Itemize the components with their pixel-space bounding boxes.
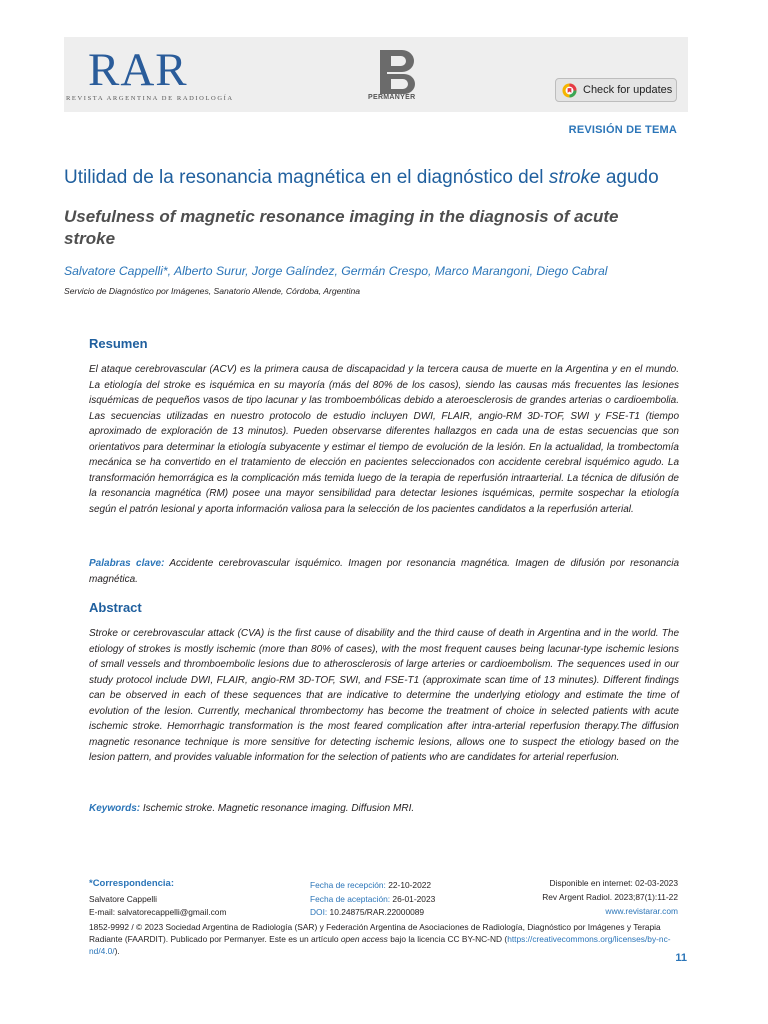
resumen-heading: Resumen [89,336,148,351]
palabras-clave-label: Palabras clave: [89,558,165,569]
page-number: 11 [675,952,687,964]
crossmark-icon [562,83,577,98]
keywords-label: Keywords: [89,803,141,814]
title-english: Usefulness of magnetic resonance imaging in the diagnosis of acute stroke [64,207,619,248]
palabras-clave: Palabras clave: Accidente cerebrovascular isquémico. Imagen por resonancia magnética. Imagen de difusión por resonancia magnética. [89,558,680,585]
citation: Rev Argent Radiol. 2023;87(1):11-22 [542,892,678,902]
resumen-text: El ataque cerebrovascular (ACV) es la primera causa de discapacidad y la tercera causa de muerte en la Argentina y en el mundo. La etiología del stroke es isquémica en su mayoría (más del 80% de los casos), siendo las causas más frecuentes las lesiones isquémicas de pequeños vasos de tipo lacunar y las tromboembólicas debido a ateroesclerosis de grandes arterias o cardioembolia. Las secuencias utilizadas en nuestro protocolo de estudio incluyen DWI, FLAIR, angio-RM 3D-TOF, SWI y FSE-T1 (tiempo aproximado de exploración de 13 minutos). Pueden observarse diferentes hallazgos en cada una de estas secuencias que son orientativos para determinar la etiología subyacente y estimar el tiempo de evolución de la lesión. En la actualidad, la trombectomía mecánica se ha convertido en el tratamiento de elección en pacientes seleccionados con accidente cerebral isquémico agudo. La transformación hemorrágica es la complicación más temida luego de la terapia de reperfusión intraarterial. La técnica de difusión de la resonancia magnética (RM) posee una mayor sensibilidad para detectar lesiones isquémicas, permite sospechar la etiología según el patrón lesional y aporta información valiosa para la selección de los pacientes candidatos a la reperfusión arterial. [89,364,679,515]
doi[interactable]: DOI: 10.24875/RAR.22000089 [310,907,425,917]
check-for-updates-label: Check for updates [583,84,673,96]
correspondence-title: *Correspondencia: [89,878,174,889]
available-online-date: Disponible en internet: 02-03-2023 [549,878,678,888]
authors: Salvatore Cappelli*, Alberto Surur, Jorge Galíndez, Germán Crespo, Marco Marangoni, Diego Cabral [64,264,608,278]
journal-logo: RAR [88,44,188,96]
section-tag: REVISIÓN DE TEMA [568,124,677,136]
keywords: Keywords: Ischemic stroke. Magnetic resonance imaging. Diffusion MRI. [89,803,415,814]
abstract-heading: Abstract [89,600,142,615]
license-link[interactable]: https://creativecommons.org/licenses/by-nc-nd/4.0/ [89,934,671,956]
license-text: 1852-9992 / © 2023 Sociedad Argentina de Radiología (SAR) y Federación Argentina de Asociaciones de Radiología, Diagnóstico por Imágenes y Terapia Radiante (FAARDIT). Publicado por Permanyer. Este es un artículo open access bajo la licencia CC BY-NC-ND (https://creativecommons.org/licenses/by-nc-nd/4.0/). [89,922,671,956]
website-link[interactable]: www.revistarar.com [605,906,678,916]
abstract-text: Stroke or cerebrovascular attack (CVA) is the first cause of disability and the third cause of death in Argentina and in the world. The etiology of strokes is mostly ischemic (more than 80% of cases), with the most frequent causes being lacunar-type ischemic lesions of small vessels and thromboembolic lesions due to atherosclerosis of large arteries or cardioembolism. The sequences used in our study protocol include DWI, FLAIR, angio-RM 3D-TOF, SWI, and FSE-T1 (approximate scan time of 13 minutes). Different findings can be observed in each of these sequences that are indicative to determine the underlying etiology and estimate the time of evolution of the lesion. Currently, mechanical thrombectomy has become the treatment of choice in selected patients with acute ischemic stroke. Hemorrhagic transformation is the most feared complication after intra-arterial reperfusion therapy.The diffusion magnetic resonance technique is more sensitive for detecting ischemic lesions, allows one to suspect the etiology based on the lesion pattern, and provides valuable information for the selection of patients who are candidates for arterial reperfusion. [89,628,679,763]
correspondence-name: Salvatore Cappelli [89,894,157,904]
received-date: Fecha de recepción: 22-10-2022 [310,880,432,890]
permanyer-logo-icon [376,48,416,96]
journal-name: REVISTA ARGENTINA DE RADIOLOGÍA [66,95,234,102]
correspondence-email[interactable]: E-mail: salvatorecappelli@gmail.com [89,907,227,917]
accepted-date: Fecha de aceptación: 26-01-2023 [310,894,436,904]
publisher-name: PERMANYER [368,94,416,101]
check-for-updates-button[interactable] [555,78,677,102]
affiliation: Servicio de Diagnóstico por Imágenes, Sanatorio Allende, Córdoba, Argentina [64,286,361,296]
title-spanish: Utilidad de la resonancia magnética en el diagnóstico del stroke agudo [64,167,659,188]
